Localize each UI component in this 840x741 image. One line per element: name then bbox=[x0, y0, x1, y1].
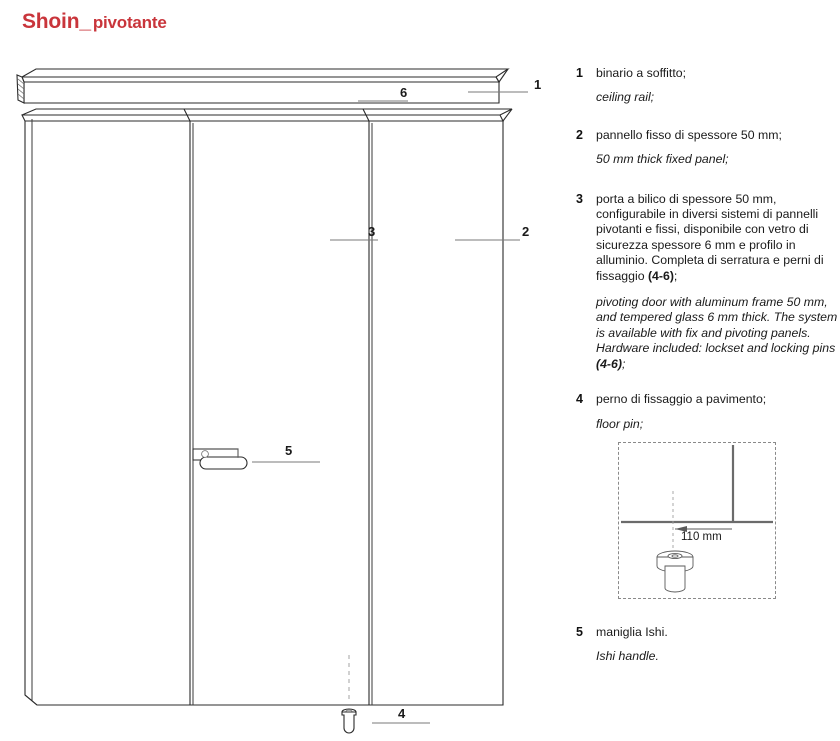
floor-pin-illustration bbox=[657, 551, 693, 592]
legend-number-2: 2 bbox=[576, 127, 583, 142]
dimension-label: 110 mm bbox=[681, 530, 722, 543]
callout-label-4: 4 bbox=[398, 706, 406, 721]
legend-number-3: 3 bbox=[576, 191, 583, 206]
callout-label-6: 6 bbox=[400, 85, 408, 100]
legend-item-4 bbox=[570, 392, 838, 599]
door-assembly-drawing bbox=[22, 109, 512, 705]
callout-label-3: 3 bbox=[368, 224, 376, 239]
legend-text-en-3: pivoting door with aluminum frame 50 mm, and tempered glass 6 mm thick. The system is available with fix and pivoting panels. Hardware included: lockset and locking pins (4-6); bbox=[596, 295, 838, 371]
callout-label-2: 2 bbox=[522, 224, 530, 239]
legend-text-en-2: 50 mm thick fixed panel; bbox=[596, 152, 729, 167]
legend-text-it-3: porta a bilico di spessore 50 mm, configurabile in diversi sistemi di pannelli pivotanti e fissi, disponibile con vetro di sicurezza spessore 6 mm e profilo in alluminio. Completa di serratura e perni di fissaggio (4-6); bbox=[596, 191, 824, 283]
brand-name: Shoin_ bbox=[22, 10, 91, 33]
legend-text-en-1: ceiling rail; bbox=[596, 90, 655, 105]
legend-text-it-5: maniglia Ishi. bbox=[596, 624, 668, 639]
page-title bbox=[22, 10, 167, 34]
legend-item-5 bbox=[570, 625, 838, 665]
floor-pin-detail-diagram bbox=[618, 442, 776, 599]
technical-drawing bbox=[0, 55, 565, 735]
ceiling-rail-drawing bbox=[17, 69, 508, 103]
legend-number-5: 5 bbox=[576, 624, 583, 639]
callout-label-5: 5 bbox=[285, 443, 293, 458]
product-variant: pivotante bbox=[92, 13, 167, 32]
legend-item-3 bbox=[570, 192, 838, 372]
legend-text-en-4: floor pin; bbox=[596, 416, 644, 431]
floor-pin-drawing bbox=[342, 709, 356, 733]
legend-item-2 bbox=[570, 128, 838, 168]
callout-label-1: 1 bbox=[534, 77, 542, 92]
legend-item-1 bbox=[570, 66, 838, 106]
legend-list bbox=[570, 66, 838, 678]
legend-text-en-5: Ishi handle. bbox=[596, 649, 659, 664]
legend-text-it-4: perno di fissaggio a pavimento; bbox=[596, 392, 767, 407]
legend-text-it-2: pannello fisso di spessore 50 mm; bbox=[596, 127, 782, 142]
legend-number-4: 4 bbox=[576, 392, 583, 407]
legend-number-1: 1 bbox=[576, 66, 583, 80]
legend-text-it-1: binario a soffitto; bbox=[596, 66, 687, 80]
